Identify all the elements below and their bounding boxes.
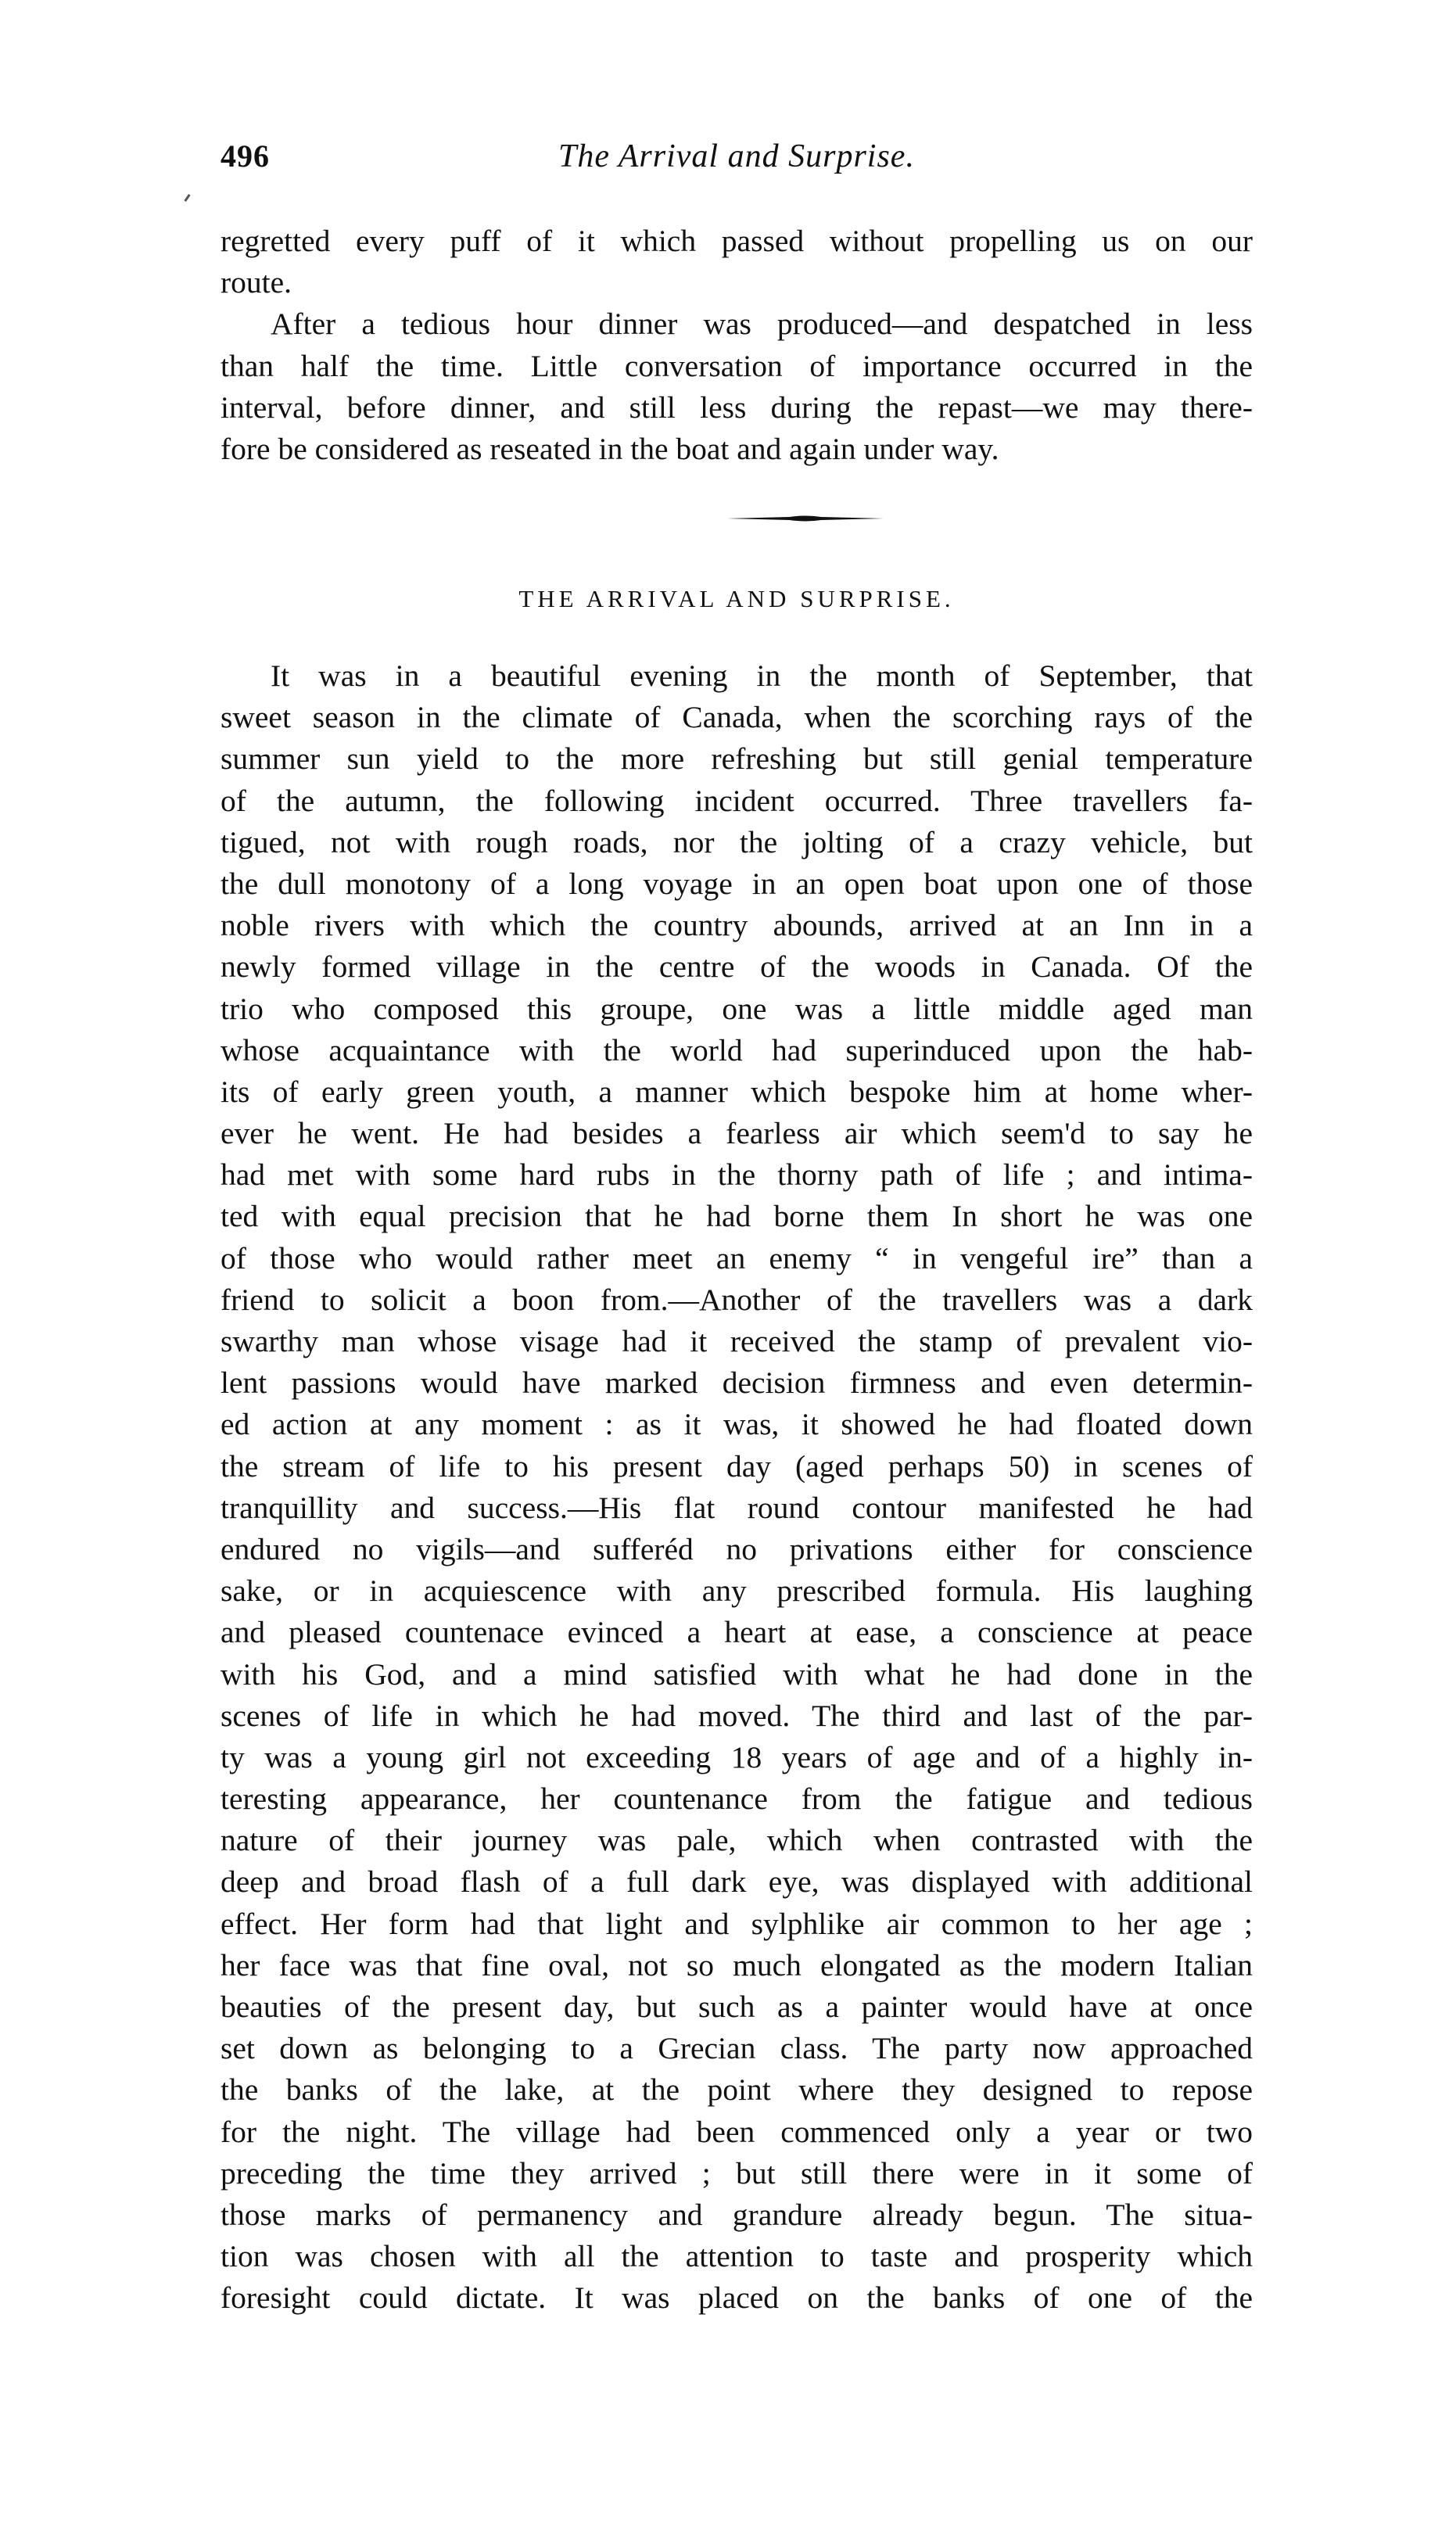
continued-text [221,221,1253,470]
text-line: sake, or in acquiescence with any prescribed formula. His laughing [221,1573,1253,1609]
text-line: deep and broad flash of a full dark eye, was displayed with additional [221,1864,1253,1900]
text-line: endured no vigils—and sufferéd no privations either for conscience [221,1531,1253,1566]
text-line: noble rivers with which the country abounds, arrived at an Inn in a [221,908,1253,943]
text-line: tranquillity and success.—His flat round contour manifested he had [221,1490,1253,1525]
text-line: foresight could dictate. It was placed on the banks of one of the [221,2280,1253,2316]
text-line: and pleased countenace evinced a heart at ease, a conscience at peace [221,1615,1253,1650]
text-line: of the autumn, the following incident occurred. Three travellers fa- [221,783,1253,818]
text-line: scenes of life in which he had moved. The third and last of the par- [221,1698,1253,1733]
text-line: the banks of the lake, at the point where they designed to repose [221,2072,1253,2108]
text-line: interval, before dinner, and still less during the repast—we may there- [221,389,1253,425]
running-head [221,138,1253,185]
text-line: teresting appearance, her countenance from the fatigue and tedious [221,1781,1253,1817]
text-line: trio who composed this groupe, one was a little middle aged man [221,991,1253,1026]
text-line: After a tedious hour dinner was produced—and despatched in less [271,307,1253,342]
text-line: her face was that fine oval, not so much elongated as the modern Italian [221,1947,1253,1982]
text-line: It was in a beautiful evening in the month of September, that [271,658,1253,693]
text-line: had met with some hard rubs in the thorny path of life ; and intima- [221,1157,1253,1193]
text-line: ed action at any moment : as it was, it showed he had floated down [221,1407,1253,1442]
text-line: regretted every puff of it which passed without propelling us on our [221,224,1253,258]
text-line: effect. Her form had that light and sylphlike air common to her age ; [221,1906,1253,1941]
section-body [221,655,1253,2320]
text-line: tigued, not with rough roads, nor the jolting of a crazy vehicle, but [221,824,1253,859]
section-title: THE ARRIVAL AND SURPRISE. [518,585,955,612]
text-line: lent passions would have marked decision firmness and even determin- [221,1365,1253,1401]
text-line: of those who would rather meet an enemy “ in vengeful ire” than a [221,1240,1253,1276]
text-line: its of early green youth, a manner which bespoke him at home wher- [221,1074,1253,1109]
text-line: than half the time. Little conversation of importance occurred in the [221,348,1253,383]
text-line: those marks of permanency and grandure already begun. The situa- [221,2197,1253,2232]
text-line: ty was a young girl not exceeding 18 years of age and of a highly in- [221,1739,1253,1774]
text-line: for the night. The village had been commenced only a year or two [221,2114,1253,2149]
text-line: the dull monotony of a long voyage in an open boat upon one of those [221,866,1253,901]
text-line: tion was chosen with all the attention to taste and prosperity which [221,2239,1253,2274]
text-line: whose acquaintance with the world had superinduced upon the hab- [221,1032,1253,1067]
text-line: set down as belonging to a Grecian class. The party now approached [221,2031,1253,2066]
text-line: fore be considered as reseated in the boat and again under way. [221,431,999,466]
text-line: beauties of the present day, but such as a painter would have at once [221,1990,1253,2024]
text-line: friend to solicit a boon from.—Another of the travellers was a dark [221,1282,1253,1317]
scan-speck [184,194,190,202]
text-line: with his God, and a mind satisfied with what he had done in the [221,1656,1253,1692]
text-line: the stream of life to his present day (aged perhaps 50) in scenes of [221,1448,1253,1484]
text-line: sweet season in the climate of Canada, when the scorching rays of the [221,700,1253,735]
running-title: The Arrival and Surprise. [558,138,915,174]
text-line: summer sun yield to the more refreshing but still genial temperature [221,741,1253,777]
text-line: ever he went. He had besides a fearless air which seem'd to say he [221,1116,1253,1151]
text-line: nature of their journey was pale, which when contrasted with the [221,1823,1253,1858]
page-number: 496 [221,138,270,174]
ornamental-separator [727,513,884,524]
text-line: ted with equal precision that he had borne them In short he was one [221,1199,1253,1234]
text-line: swarthy man whose visage had it received the stamp of prevalent vio- [221,1324,1253,1358]
text-line: preceding the time they arrived ; but still there were in it some of [221,2155,1253,2191]
text-line: newly formed village in the centre of the woods in Canada. Of the [221,949,1253,985]
text-line: route. [221,265,292,300]
